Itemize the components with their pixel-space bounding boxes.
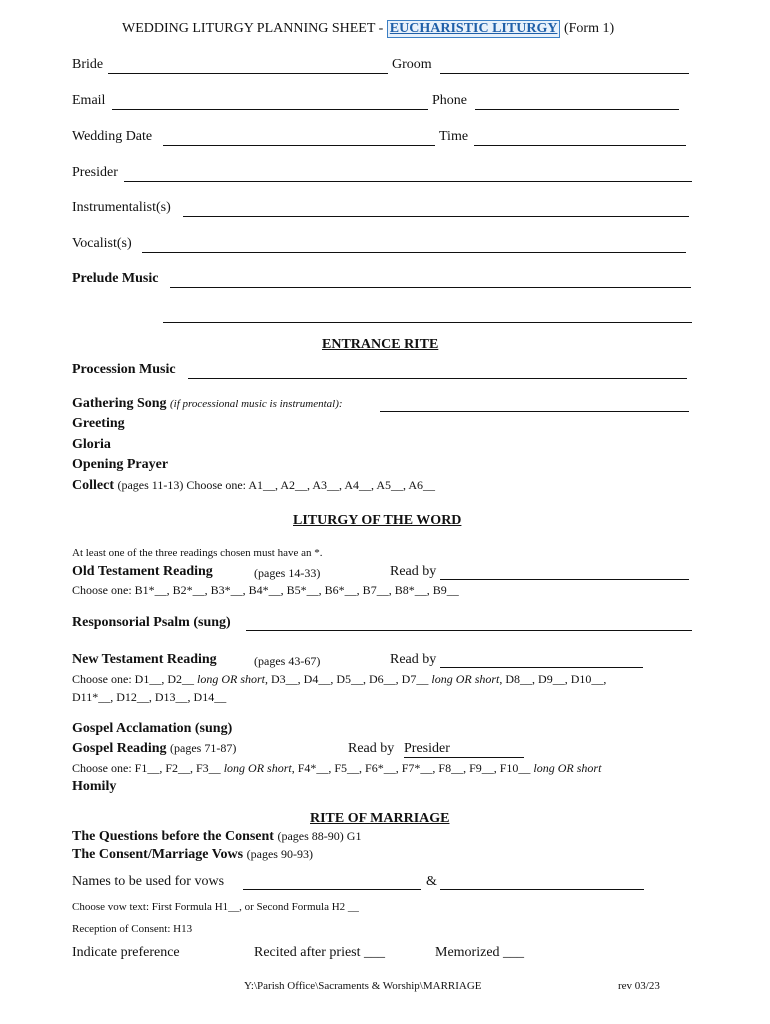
prelude-music-field[interactable] [170,271,691,288]
form-number: (Form 1) [563,21,615,36]
gospel-options-b-note: long OR short [533,761,602,775]
bride-label: Bride [72,57,104,72]
vow-names-label: Names to be used for vows [72,874,225,889]
gospel-pages: (pages 71-87) [170,741,237,755]
prelude-music-field-2[interactable] [163,306,692,323]
gospel-options-a-note: long OR short [223,761,292,775]
questions-row [72,829,361,845]
vow-name-2-field[interactable] [440,873,644,890]
nt-options-a-note: long OR short [197,672,266,686]
questions-label: The Questions before the Consent [72,829,274,844]
procession-music-field[interactable] [188,362,687,379]
title-prefix: WEDDING LITURGY PLANNING SHEET - [122,21,384,36]
liturgy-word-heading: LITURGY OF THE WORD [293,513,462,528]
time-field[interactable] [474,129,686,146]
phone-label: Phone [432,93,467,108]
groom-field[interactable] [440,57,689,74]
nt-options-line-1 [72,672,606,687]
instrumentalists-label: Instrumentalist(s) [72,200,171,215]
gospel-reading-row [72,741,236,757]
nt-reading-label: New Testament Reading [72,652,217,667]
rite-marriage-heading: RITE OF MARRIAGE [310,811,450,826]
consent-pages: (pages 90-93) [246,847,313,861]
email-label: Email [72,93,106,108]
nt-options-line-2: D11*__, D12__, D13__, D14__ [72,690,227,704]
ot-read-by-field[interactable] [440,563,689,580]
greeting-label: Greeting [72,416,125,431]
ot-options: Choose one: B1*__, B2*__, B3*__, B4*__, B5*__, B6*__, B7__, B8*__, B9__ [72,583,459,597]
indicate-preference-label: Indicate preference [72,945,180,960]
phone-field[interactable] [475,93,679,110]
homily-label: Homily [72,779,117,794]
nt-read-by-field[interactable] [440,651,643,668]
vow-names-ampersand: & [426,874,437,889]
opening-prayer-label: Opening Prayer [72,457,169,472]
gathering-song-field[interactable] [380,395,689,412]
gathering-song-label: Gathering Song [72,396,167,411]
gathering-song-note: (if processional music is instrumental): [170,398,343,410]
recited-option[interactable]: Recited after priest ___ [254,945,386,960]
email-field[interactable] [112,93,428,110]
procession-music-label: Procession Music [72,362,176,377]
time-label: Time [439,129,469,144]
consent-label: The Consent/Marriage Vows [72,847,244,862]
psalm-label: Responsorial Psalm (sung) [72,615,231,630]
entrance-rite-heading: ENTRANCE RITE [322,337,439,352]
collect-row [72,478,435,494]
gospel-options [72,761,601,776]
instrumentalists-field[interactable] [183,200,689,217]
psalm-field[interactable] [246,614,692,631]
consent-row [72,847,313,863]
ot-read-by-label: Read by [390,564,437,579]
prelude-music-label: Prelude Music [72,271,159,286]
form-title [122,20,614,38]
vocalists-field[interactable] [142,236,686,253]
gathering-song-row [72,396,343,412]
collect-label: Collect [72,478,114,493]
nt-options-c: , D8__, D9__, D10__, [499,672,607,686]
gospel-options-b: , F4*__, F5__, F6*__, F7*__, F8__, F9__, F10__ [291,761,531,775]
reception-consent: Reception of Consent: H13 [72,923,193,935]
nt-read-by-label: Read by [390,652,437,667]
readings-note: At least one of the three readings chosen must have an *. [72,547,323,559]
ot-reading-label: Old Testament Reading [72,564,213,579]
gospel-reader-field[interactable] [404,741,524,758]
groom-label: Groom [392,57,432,72]
questions-pages: (pages 88-90) G1 [277,829,362,843]
wedding-date-label: Wedding Date [72,129,153,144]
footer-revision: rev 03/23 [618,980,660,992]
nt-pages: (pages 43-67) [254,654,321,668]
collect-options: (pages 11-13) Choose one: A1__, A2__, A3__, A4__, A5__, A6__ [117,478,436,492]
nt-options-a: Choose one: D1__, D2__ [72,672,194,686]
gospel-reading-label: Gospel Reading [72,741,167,756]
vow-name-1-field[interactable] [243,873,421,890]
wedding-date-field[interactable] [163,129,435,146]
vow-text-options: Choose vow text: First Formula H1__, or Second Formula H2 __ [72,901,359,913]
memorized-option[interactable]: Memorized ___ [435,945,525,960]
nt-options-b: , D3__, D4__, D5__, D6__, D7__ [265,672,429,686]
presider-label: Presider [72,165,118,180]
gospel-options-a: Choose one: F1__, F2__, F3__ [72,761,221,775]
gospel-acclamation-label: Gospel Acclamation (sung) [72,721,233,736]
form-type-link[interactable]: EUCHARISTIC LITURGY [387,20,561,38]
bride-field[interactable] [108,57,388,74]
nt-options-b-note: long OR short [431,672,500,686]
gloria-label: Gloria [72,437,111,452]
gospel-read-by-label: Read by [348,741,395,756]
presider-field[interactable] [124,165,692,182]
ot-pages: (pages 14-33) [254,566,321,580]
gospel-reader-value: Presider [404,741,450,756]
vocalists-label: Vocalist(s) [72,236,132,251]
footer-file-path: Y:\Parish Office\Sacraments & Worship\MARRIAGE [244,980,482,992]
